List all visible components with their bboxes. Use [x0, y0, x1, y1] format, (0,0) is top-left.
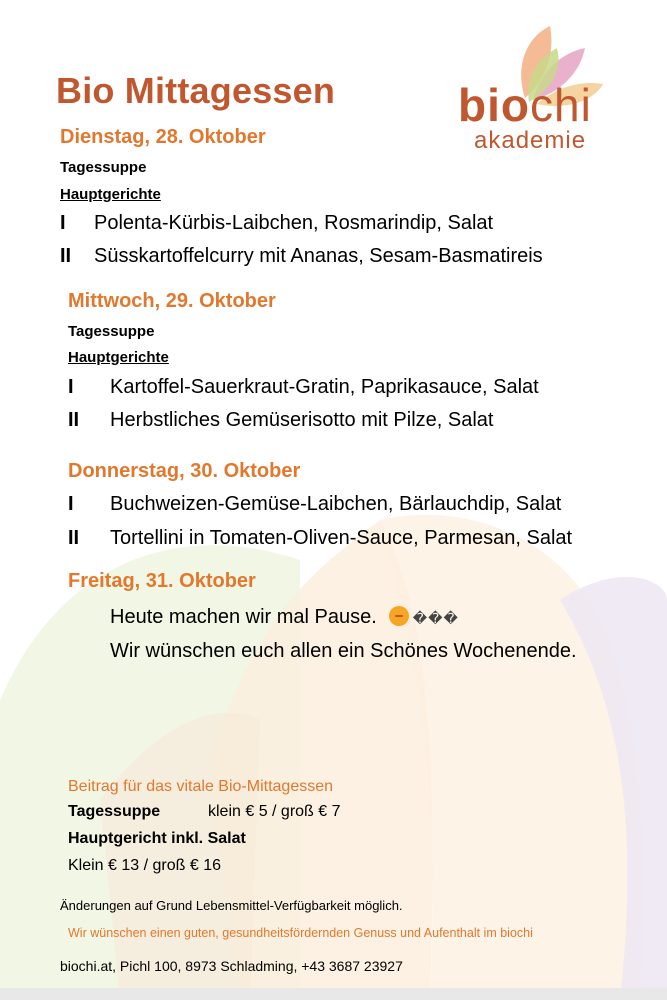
price-main-label: Hauptgericht inkl. Salat	[68, 830, 246, 847]
price-main-value: Klein € 13 / groß € 16	[68, 857, 221, 874]
thursday-dish-1	[68, 493, 561, 516]
dish-text: Süsskartoffelcurry mit Ananas, Sesam-Basmatireis	[94, 245, 543, 267]
day-heading-tuesday: Dienstag, 28. Oktober	[60, 126, 266, 148]
dish-text: Polenta-Kürbis-Laibchen, Rosmarindip, Salat	[94, 212, 494, 234]
friday-line-1	[110, 606, 459, 629]
price-soup-row	[68, 803, 341, 821]
wednesday-dish-2	[68, 409, 493, 432]
dish-number: II	[68, 409, 80, 431]
logo-brand: biochi	[458, 79, 592, 131]
day-heading-wednesday: Mittwoch, 29. Oktober	[68, 290, 276, 312]
day-heading-thursday: Donnerstag, 30. Oktober	[68, 460, 301, 482]
dish-number: I	[68, 493, 74, 515]
dish-number: II	[60, 245, 72, 267]
logo-subtitle: akademie	[474, 127, 587, 154]
wednesday-soup-label: Tagessuppe	[68, 323, 155, 340]
price-soup-label: Tagessuppe	[68, 803, 161, 820]
bottom-border	[0, 988, 667, 1000]
friday-line-2: Wir wünschen euch allen ein Schönes Wochenende.	[110, 640, 577, 662]
price-soup-value: klein € 5 / groß € 7	[208, 803, 341, 820]
change-note: Änderungen auf Grund Lebensmittel-Verfügbarkeit möglich.	[60, 898, 403, 913]
smiley-icon	[389, 606, 409, 626]
wednesday-mains-label: Hauptgerichte	[68, 349, 169, 366]
thursday-dish-2	[68, 527, 572, 550]
prices-heading: Beitrag für das vitale Bio-Mittagessen	[68, 778, 334, 795]
page-title: Bio Mittagessen	[56, 70, 336, 111]
tuesday-mains-label: Hauptgerichte	[60, 186, 161, 203]
unrendered-glyphs: �️��	[412, 610, 459, 626]
tuesday-dish-2	[60, 245, 543, 268]
wednesday-dish-1	[68, 376, 539, 399]
dish-text: Herbstliches Gemüserisotto mit Pilze, Salat	[110, 409, 494, 431]
dish-number: I	[68, 376, 74, 398]
contact-info: biochi.at, Pichl 100, 8973 Schladming, +43 3687 23927	[60, 958, 403, 974]
dish-text: Kartoffel-Sauerkraut-Gratin, Paprikasauce, Salat	[110, 376, 539, 398]
friday-pause-text: Heute machen wir mal Pause.	[110, 606, 377, 628]
tuesday-soup-label: Tagessuppe	[60, 159, 147, 176]
dish-number: II	[68, 527, 80, 549]
dish-text: Buchweizen-Gemüse-Laibchen, Bärlauchdip, Salat	[110, 493, 562, 515]
dish-number: I	[60, 212, 66, 234]
dish-text: Tortellini in Tomaten-Oliven-Sauce, Parmesan, Salat	[110, 527, 573, 549]
day-heading-friday: Freitag, 31. Oktober	[68, 570, 256, 592]
wish-note: Wir wünschen einen guten, gesundheitsfördernden Genuss und Aufenthalt im biochi	[68, 926, 533, 940]
tuesday-dish-1	[60, 212, 493, 235]
